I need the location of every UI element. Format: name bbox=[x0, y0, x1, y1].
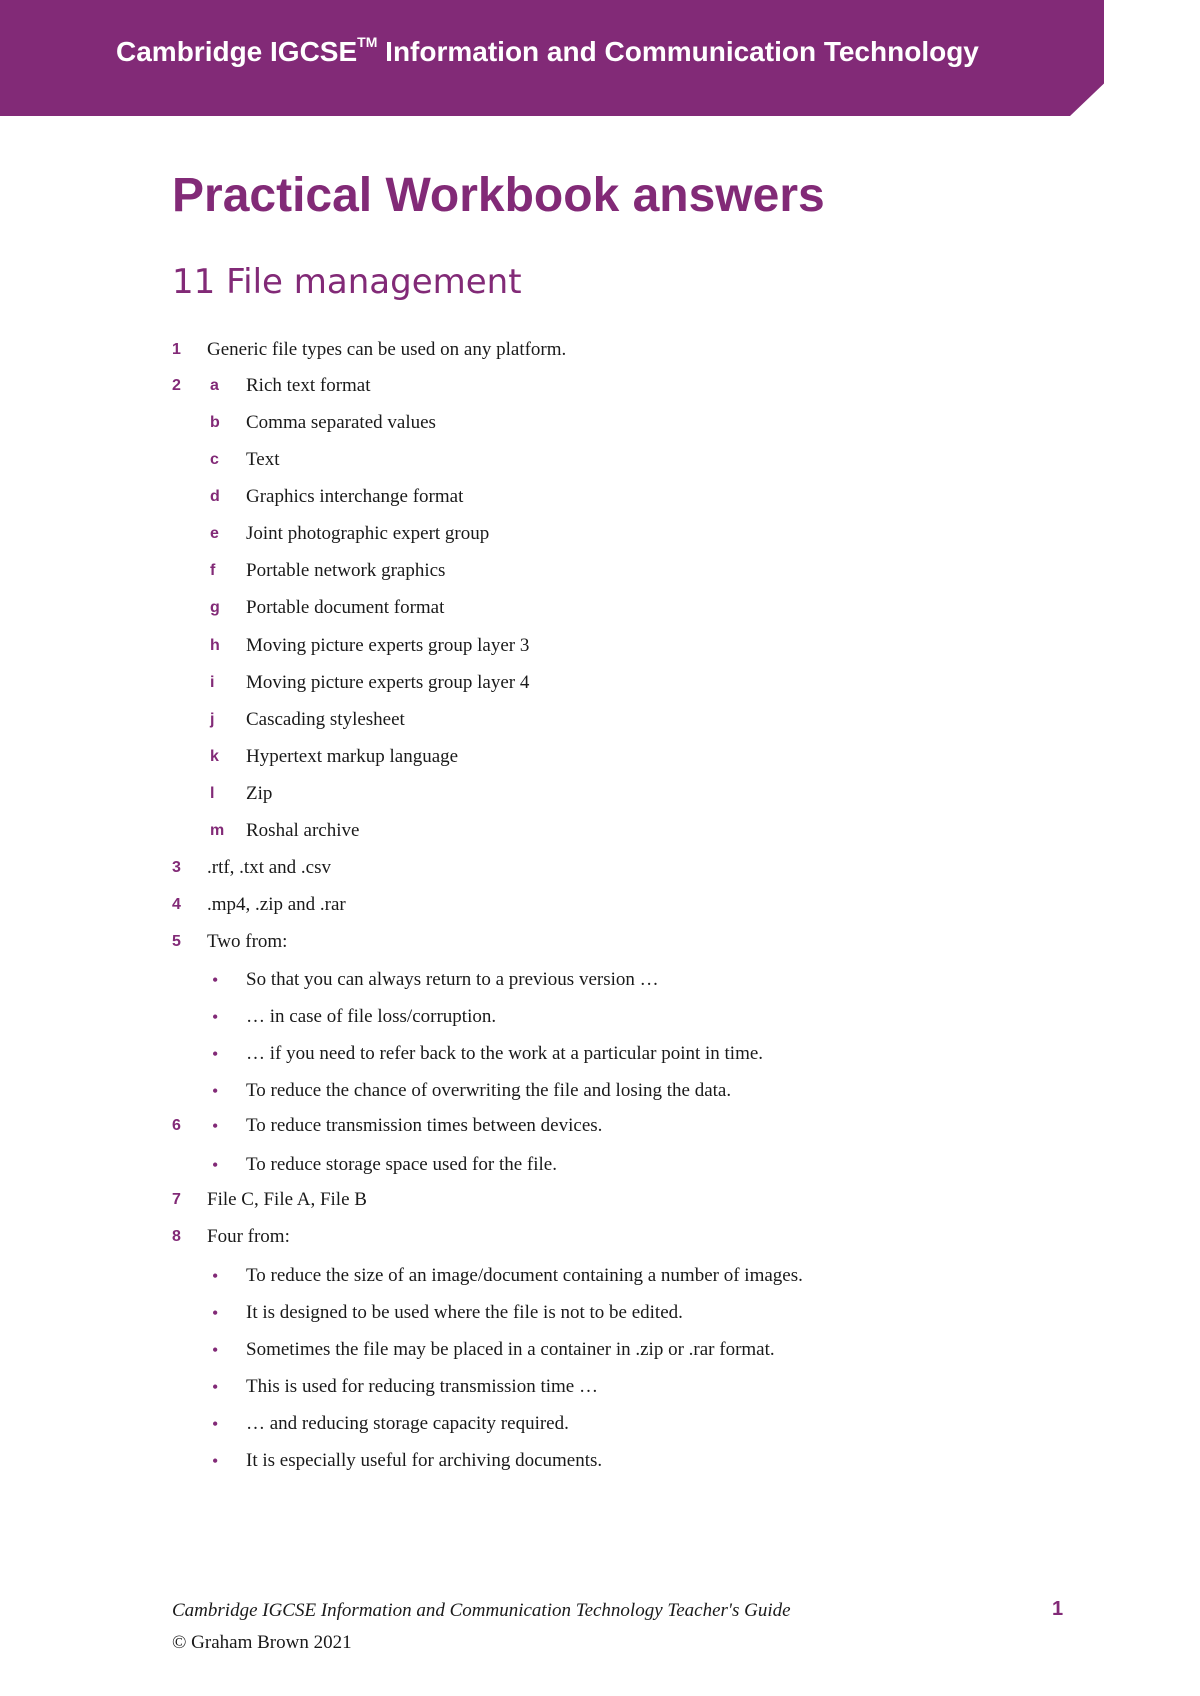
sub-letter: m bbox=[210, 822, 225, 839]
answer-item bbox=[0, 1040, 1200, 1068]
question-number: 5 bbox=[172, 933, 181, 950]
bullet-icon: • bbox=[212, 1414, 219, 1434]
answer-text: Moving picture experts group layer 4 bbox=[246, 672, 530, 693]
answer-text: Text bbox=[246, 449, 280, 470]
answer-item bbox=[0, 743, 1200, 771]
bullet-icon: • bbox=[212, 1155, 219, 1175]
answer-item bbox=[0, 1262, 1200, 1290]
answer-item bbox=[0, 446, 1200, 474]
question-number: 7 bbox=[172, 1191, 181, 1208]
bullet-icon: • bbox=[212, 1340, 219, 1360]
answer-text: Joint photographic expert group bbox=[246, 523, 490, 544]
answer-text: Hypertext markup language bbox=[246, 746, 459, 767]
answer-text: To reduce the chance of overwriting the file and losing the data. bbox=[246, 1080, 732, 1101]
answer-text: Portable document format bbox=[246, 597, 445, 618]
answer-item bbox=[0, 817, 1200, 845]
answer-item bbox=[0, 780, 1200, 808]
answer-text: To reduce the size of an image/document containing a number of images. bbox=[246, 1265, 803, 1286]
answer-item bbox=[0, 1447, 1200, 1475]
footer-copyright: © Graham Brown 2021 bbox=[172, 1632, 352, 1653]
answer-item bbox=[0, 1223, 1200, 1251]
trademark-mark: TM bbox=[357, 33, 378, 50]
question-number: 3 bbox=[172, 859, 181, 876]
answer-item bbox=[0, 632, 1200, 660]
bullet-icon: • bbox=[212, 1116, 219, 1136]
answer-item bbox=[0, 706, 1200, 734]
sub-letter: k bbox=[210, 748, 219, 765]
banner-title: Cambridge IGCSE™ Information and Communication Technology bbox=[116, 33, 979, 67]
answer-text: … and reducing storage capacity required. bbox=[246, 1413, 569, 1434]
answer-text: It is especially useful for archiving documents. bbox=[246, 1450, 603, 1471]
sub-letter: h bbox=[210, 637, 220, 654]
answer-text: .rtf, .txt and .csv bbox=[207, 857, 332, 878]
answer-item bbox=[0, 1112, 1200, 1140]
bullet-icon: • bbox=[212, 1377, 219, 1397]
answer-text: This is used for reducing transmission time … bbox=[246, 1376, 598, 1397]
bullet-icon: • bbox=[212, 1044, 219, 1064]
sub-letter: d bbox=[210, 488, 220, 505]
footer-guide-title: Cambridge IGCSE Information and Communication Technology Teacher's Guide bbox=[172, 1600, 791, 1621]
answer-text: To reduce transmission times between devices. bbox=[246, 1115, 603, 1136]
question-number: 8 bbox=[172, 1228, 181, 1245]
answer-text: Generic file types can be used on any platform. bbox=[207, 339, 567, 360]
sub-letter: f bbox=[210, 562, 216, 579]
bullet-icon: • bbox=[212, 1081, 219, 1101]
answer-item bbox=[0, 372, 1200, 400]
sub-letter: i bbox=[210, 674, 215, 691]
answer-item bbox=[0, 1299, 1200, 1327]
answer-text: Moving picture experts group layer 3 bbox=[246, 635, 530, 656]
answer-text: To reduce storage space used for the file. bbox=[246, 1154, 557, 1175]
answer-item bbox=[0, 1003, 1200, 1031]
question-number: 6 bbox=[172, 1117, 181, 1134]
sub-letter: c bbox=[210, 451, 219, 468]
bullet-icon: • bbox=[212, 1266, 219, 1286]
question-number: 1 bbox=[172, 341, 181, 358]
answer-text: Comma separated values bbox=[246, 412, 436, 433]
answer-text: Roshal archive bbox=[246, 820, 360, 841]
answer-item bbox=[0, 891, 1200, 919]
answer-text: It is designed to be used where the file is not to be edited. bbox=[246, 1302, 683, 1323]
answer-item bbox=[0, 336, 1200, 364]
answer-item bbox=[0, 669, 1200, 697]
bullet-icon: • bbox=[212, 970, 219, 990]
answer-item bbox=[0, 928, 1200, 956]
answer-item bbox=[0, 1373, 1200, 1401]
answer-text: … if you need to refer back to the work at a particular point in time. bbox=[246, 1043, 764, 1064]
answer-item bbox=[0, 1336, 1200, 1364]
answer-item bbox=[0, 557, 1200, 585]
bullet-icon: • bbox=[212, 1007, 219, 1027]
answer-text: Zip bbox=[246, 783, 273, 804]
answer-text: Two from: bbox=[207, 931, 288, 952]
page-title: Practical Workbook answers bbox=[172, 169, 825, 222]
chapter-heading: 11 File management bbox=[172, 262, 522, 302]
answer-item bbox=[0, 1077, 1200, 1105]
answer-item bbox=[0, 966, 1200, 994]
answer-item bbox=[0, 520, 1200, 548]
answer-item bbox=[0, 409, 1200, 437]
answer-item bbox=[0, 1151, 1200, 1179]
page-number: 1 bbox=[1052, 1598, 1064, 1620]
sub-letter: j bbox=[210, 711, 215, 728]
answer-item bbox=[0, 1186, 1200, 1214]
answer-text: Graphics interchange format bbox=[246, 486, 464, 507]
question-number: 4 bbox=[172, 896, 181, 913]
sub-letter: l bbox=[210, 785, 215, 802]
sub-letter: g bbox=[210, 599, 220, 616]
sub-letter: e bbox=[210, 525, 219, 542]
answer-text: Sometimes the file may be placed in a container in .zip or .rar format. bbox=[246, 1339, 775, 1360]
answer-text: … in case of file loss/corruption. bbox=[246, 1006, 497, 1027]
answer-text: Four from: bbox=[207, 1226, 290, 1247]
answer-text: Cascading stylesheet bbox=[246, 709, 405, 730]
bullet-icon: • bbox=[212, 1303, 219, 1323]
sub-letter: b bbox=[210, 414, 220, 431]
answer-text: Rich text format bbox=[246, 375, 371, 396]
answer-item bbox=[0, 854, 1200, 882]
bullet-icon: • bbox=[212, 1451, 219, 1471]
answer-item bbox=[0, 483, 1200, 511]
answer-item bbox=[0, 1410, 1200, 1438]
answer-item bbox=[0, 594, 1200, 622]
answer-text: Portable network graphics bbox=[246, 560, 446, 581]
answer-text: .mp4, .zip and .rar bbox=[207, 894, 346, 915]
answer-text: So that you can always return to a previous version … bbox=[246, 969, 659, 990]
sub-letter: a bbox=[210, 377, 219, 394]
question-number: 2 bbox=[172, 377, 181, 394]
answer-text: File C, File A, File B bbox=[207, 1189, 367, 1210]
